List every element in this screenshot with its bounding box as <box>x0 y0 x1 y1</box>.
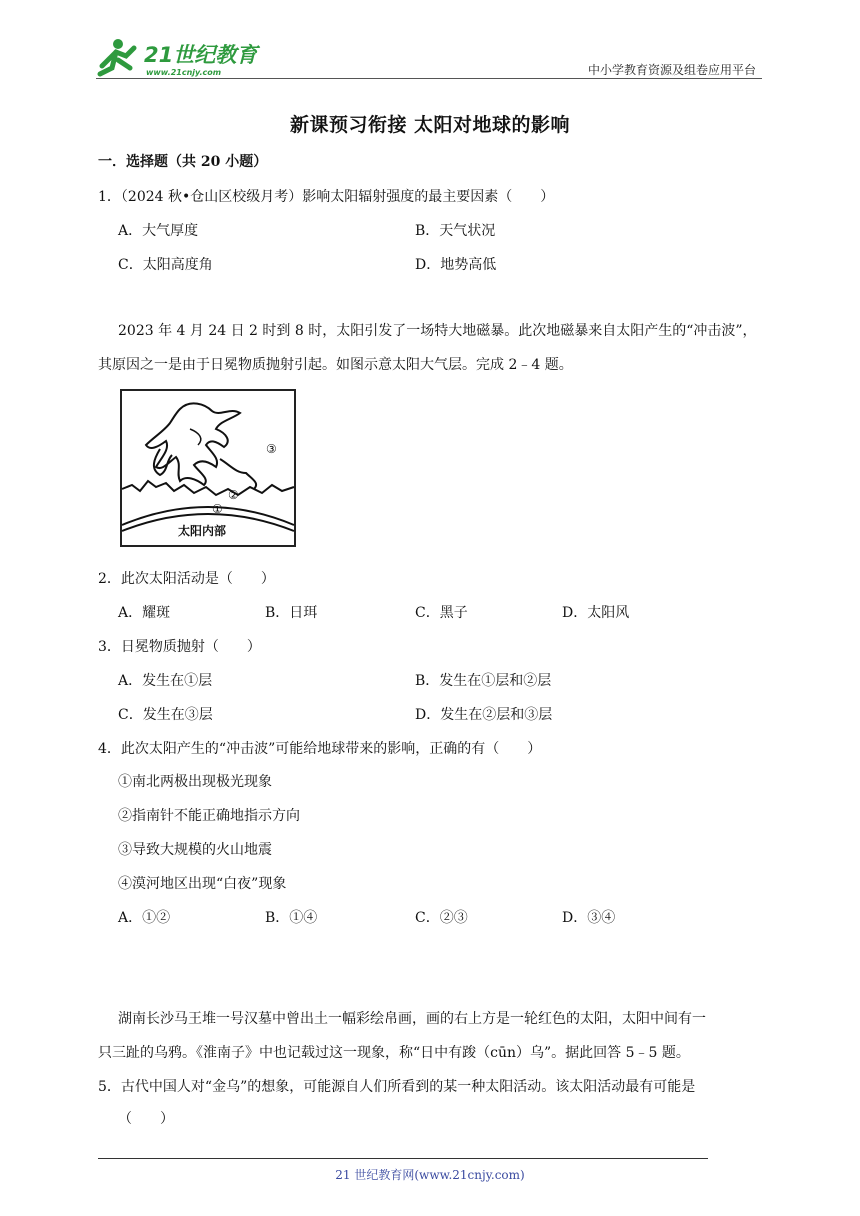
question-1-option-a[interactable]: A．大气厚度 <box>118 223 199 239</box>
passage-1-line-2: 其原因之一是由于日冕物质抛射引起。如图示意太阳大气层。完成 2﹣4 题。 <box>98 357 573 373</box>
section-heading: 一．选择题（共 20 小题） <box>98 154 268 170</box>
footer-divider <box>98 1158 708 1159</box>
passage-2-line-2: 只三趾的乌鸦。《淮南子》中也记载过这一现象，称“日中有踆（cūn）乌”。据此回答 5﹣5 题。 <box>98 1045 690 1061</box>
logo-url: www.21cnjy.com <box>146 68 222 77</box>
question-4-option-d[interactable]: D．③④ <box>562 910 616 926</box>
sun-interior-label: 太阳内部 <box>178 524 227 538</box>
footer-link[interactable]: 21 世纪教育网(www.21cnjy.com) <box>335 1168 525 1182</box>
question-5-stem: 5．古代中国人对“金乌”的想象，可能源自人们所看到的某一种太阳活动。该太阳活动最有可能是 <box>98 1079 696 1095</box>
question-1-option-c[interactable]: C．太阳高度角 <box>118 257 213 273</box>
layer-mark-3: ③ <box>266 442 277 456</box>
question-4-statement-4: ④漠河地区出现“白夜”现象 <box>118 876 287 892</box>
question-1-option-d[interactable]: D．地势高低 <box>415 257 497 273</box>
question-3-stem: 3．日冕物质抛射（ ） <box>98 639 261 655</box>
question-1-option-b[interactable]: B．天气状况 <box>415 223 496 239</box>
layer-mark-1: ① <box>212 502 223 516</box>
passage-1-line-1: 2023 年 4 月 24 日 2 时到 8 时，太阳引发了一场特大地磁暴。此次地磁暴来自太阳产生的“冲击波”， <box>118 323 757 339</box>
question-5-blank: （ ） <box>118 1111 174 1127</box>
question-3-option-c[interactable]: C．发生在③层 <box>118 707 213 723</box>
question-4-option-a[interactable]: A．①② <box>118 910 171 926</box>
header-divider <box>96 78 762 79</box>
question-1-stem: 1．（2024 秋•仓山区校级月考）影响太阳辐射强度的最主要因素（ ） <box>98 189 555 205</box>
solar-atmosphere-diagram <box>120 389 296 547</box>
question-4-statement-2: ②指南针不能正确地指示方向 <box>118 808 300 824</box>
page-title: 新课预习衔接 太阳对地球的影响 <box>289 114 571 136</box>
question-4-option-b[interactable]: B．①④ <box>265 910 318 926</box>
question-3-option-a[interactable]: A．发生在①层 <box>118 673 213 689</box>
question-4-statement-3: ③导致大规模的火山地震 <box>118 842 272 858</box>
runner-icon <box>100 39 134 74</box>
platform-name: 中小学教育资源及组卷应用平台 <box>587 63 756 77</box>
question-2-stem: 2．此次太阳活动是（ ） <box>98 571 275 587</box>
question-3-option-b[interactable]: B．发生在①层和②层 <box>415 673 552 689</box>
question-2-option-d[interactable]: D．太阳风 <box>562 605 630 621</box>
question-2-option-c[interactable]: C．黑子 <box>415 605 468 621</box>
logo-text: 21世纪教育 <box>144 43 258 67</box>
question-4-statement-1: ①南北两极出现极光现象 <box>118 774 272 790</box>
question-2-option-a[interactable]: A．耀斑 <box>118 605 171 621</box>
layer-mark-2: ② <box>228 488 239 502</box>
question-3-option-d[interactable]: D．发生在②层和③层 <box>415 707 553 723</box>
site-logo <box>96 36 266 80</box>
question-4-option-c[interactable]: C．②③ <box>415 910 468 926</box>
question-4-stem: 4．此次太阳产生的“冲击波”可能给地球带来的影响，正确的有（ ） <box>98 741 542 757</box>
question-2-option-b[interactable]: B．日珥 <box>265 605 318 621</box>
passage-2-line-1: 湖南长沙马王堆一号汉墓中曾出土一幅彩绘帛画，画的右上方是一轮红色的太阳，太阳中间有一 <box>118 1011 706 1027</box>
